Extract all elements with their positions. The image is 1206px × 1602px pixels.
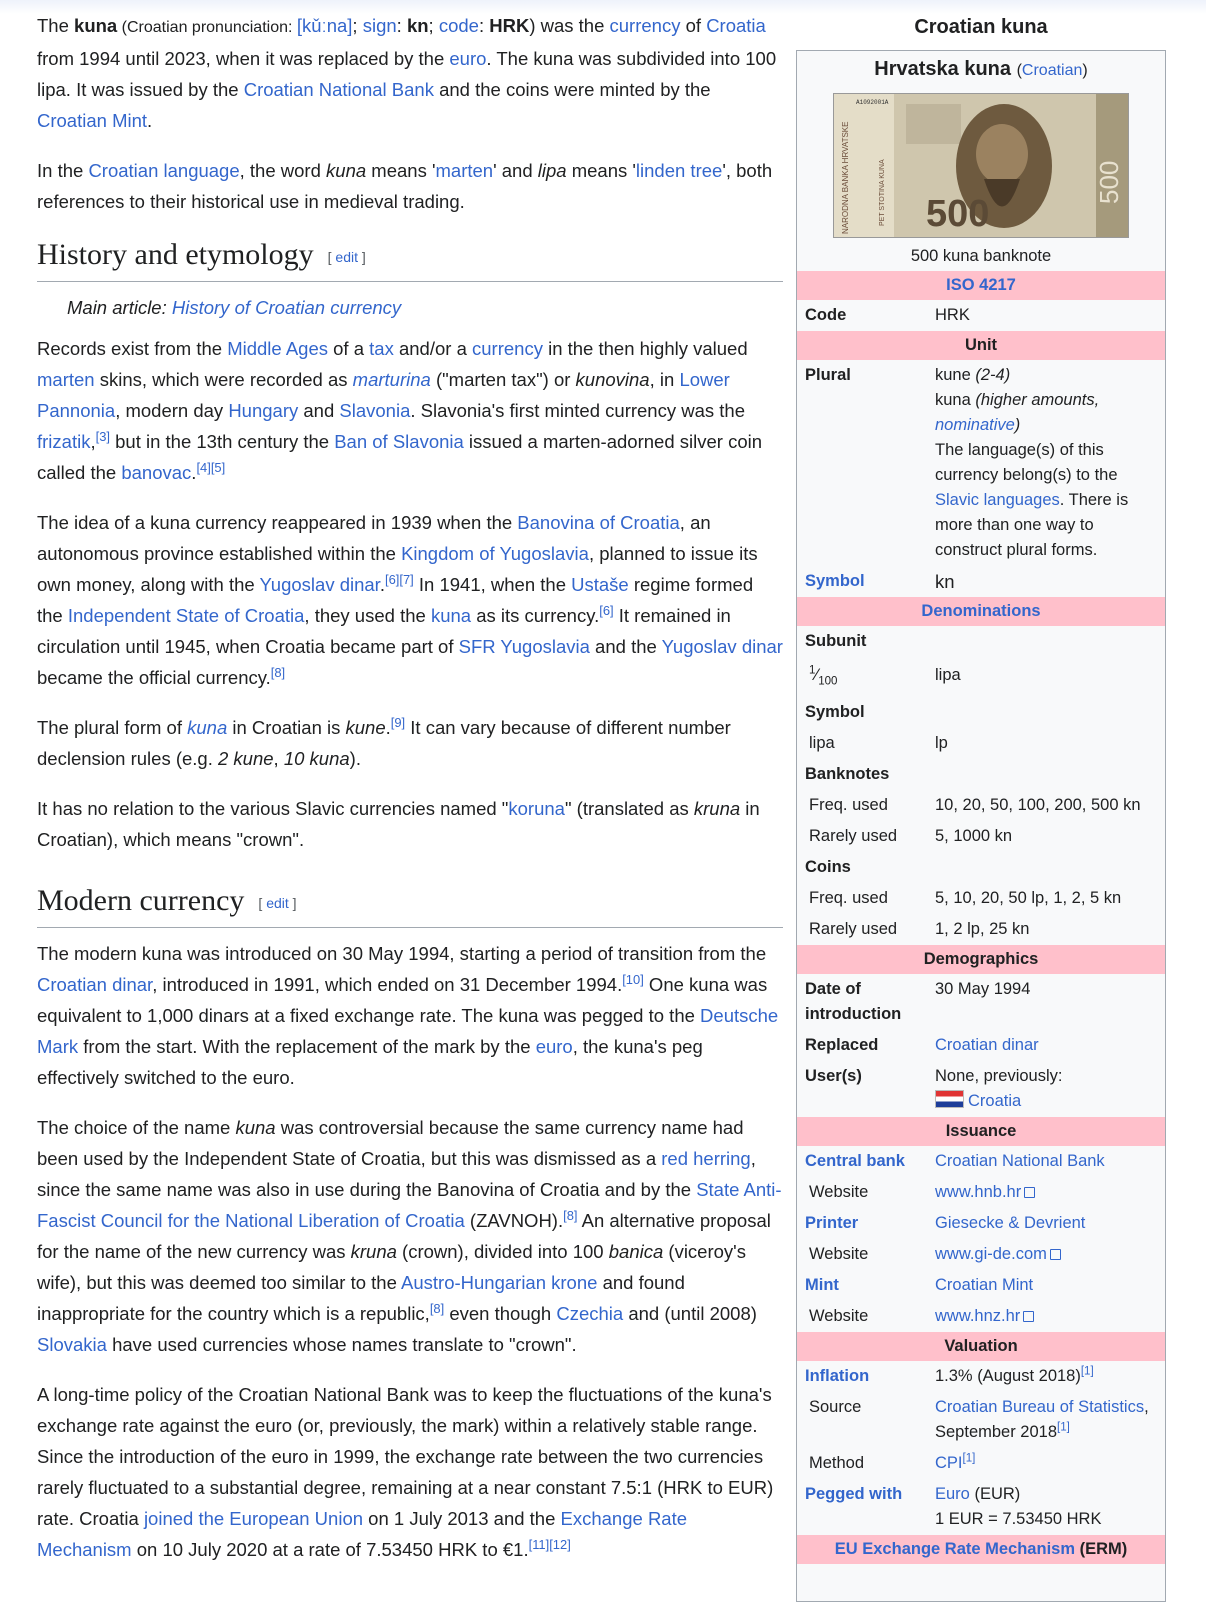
row-symbol: Symbol kn [805,571,955,592]
citation-10[interactable]: [10] [622,972,644,988]
link-kingdom-of-yugoslavia[interactable]: Kingdom of Yugoslavia [401,543,589,565]
note-serial: A1092001A [856,99,889,106]
edit-section-history: [ edit ] [327,249,366,266]
link-gide-website[interactable]: www.gi-de.com [935,1245,1047,1264]
citation-6[interactable]: [6] [599,602,614,618]
infobox [796,50,1166,1602]
modern-paragraph-3: A long-time policy of the Croatian National Bank was to keep the fluctuations of the kuna's exchange rate against the euro (or, previously, the mark) within a relatively stable range. Since the introduction of the euro in 1999, the exchange rate between the two currencies rarely fluctuated to a substantial degree, remaining at a near constant 7.5:1 (HRK to EUR) rate. Croatia joined the European Union on 1 July 2013 and the Exchange Rate Mechanism on 10 July 2020 at a rate of 7.53450 HRK to €1.[11][12] [37,1384,774,1561]
link-history-of-croatian-currency[interactable]: History of Croatian currency [171,297,402,319]
link-giesecke-devrient[interactable]: Giesecke & Devrient [935,1214,1086,1233]
link-erm[interactable]: EU Exchange Rate Mechanism [834,1540,1075,1559]
row-symbol2-label: Symbol [805,703,865,722]
link-kuna-wiktionary[interactable]: kuna [187,717,228,739]
link-croatian-mint-ib[interactable]: Croatian Mint [935,1276,1034,1295]
section-valuation: Valuation [797,1332,1165,1361]
link-pronunciation[interactable]: [kǔːna] [296,15,353,36]
croatia-flag-icon [935,1090,964,1108]
link-central-bank[interactable]: Central bank [805,1152,905,1171]
citation-1a[interactable]: [1] [1080,1365,1094,1378]
row-subunit-label: Subunit [805,632,867,650]
banknote-drawing [834,94,1128,237]
link-croatian-bureau[interactable]: Croatian Bureau of Statistics [935,1398,1145,1417]
edit-link-modern[interactable]: edit [266,895,289,912]
link-tax[interactable]: tax [369,338,394,360]
link-slavic-languages[interactable]: Slavic languages [935,491,1060,509]
citation-8[interactable]: [8] [270,664,286,680]
article-body [37,10,783,1584]
link-croatian-language[interactable]: Croatian language [88,160,240,181]
external-link-icon [1024,1187,1035,1198]
citation-6-7[interactable]: [6][7] [384,571,414,587]
banknote-caption: 500 kuna banknote [910,247,1052,265]
row-lipa-symbol: lipa lp [809,734,948,753]
hatnote-main-article: Main article: History of Croatian currency [67,297,402,319]
modern-paragraph-2: The choice of the name kuna was controversial because the same currency name had been used by the Independent State of Croatia, but this was dismissed as a red herring, since the same name was also in use during the Banovina of Croatia and by the State Anti-Fascist Council for the National Liberation of Croatia (ZAVNOH).[8] An alternative proposal for the name of the new currency was kruna (crown), divided into 100 banica (viceroy's wife), but this was deemed too similar to the Austro-Hungarian krone and found inappropriate for the country which is a republic,[8] even though Czechia and (until 2008) Slovakia have used currencies whose names translate to "crown". [37,1117,782,1356]
link-mint[interactable]: Mint [805,1276,839,1295]
external-link-icon [1050,1249,1061,1260]
link-symbol[interactable]: Symbol [805,572,865,590]
note-words: PET STOTINA KUNA [879,159,886,226]
link-euro-ib[interactable]: Euro [935,1485,970,1504]
lead-paragraph-1: The kuna (Croatian pronunciation: [kǔːna]; sign: kn; code: HRK) was the currency of Croatia from 1994 until 2023, when it was replaced by the euro. The kuna was subdivided into 100 lipa. It was issued by the Croatian National Bank and the coins were minted by the Croatian Mint. [37,15,777,131]
link-currency[interactable]: currency [609,15,681,36]
link-austro-hungarian-krone[interactable]: Austro-Hungarian krone [401,1272,598,1294]
link-exchange-rate-mechanism[interactable]: Exchange Rate Mechanism [37,1508,688,1561]
link-deutsche-mark[interactable]: Deutsche Mark [37,1005,779,1058]
link-banovina-of-croatia[interactable]: Banovina of Croatia [517,512,680,534]
lead-paragraph-2: In the Croatian language, the word kuna means 'marten' and lipa means 'linden tree', both references to their historical use in medieval trading. [37,160,773,212]
row-code: Code HRK [805,306,970,324]
row-notes-rare: Rarely used 5, 1000 kn [809,827,1013,846]
citation-1b[interactable]: [1] [1057,1421,1070,1434]
row-introduction: Date of introduction 30 May 1994 [805,980,1031,1024]
link-czechia[interactable]: Czechia [556,1303,624,1325]
link-sign[interactable]: sign [362,15,397,36]
link-cnb-ib[interactable]: Croatian National Bank [935,1152,1105,1171]
section-unit: Unit [797,331,1165,360]
banknote-image[interactable] [833,93,1129,238]
section-iso [797,271,1165,300]
row-method: Method CPI[1] [809,1452,976,1473]
link-yugoslav-dinar[interactable]: Yugoslav dinar [259,574,380,596]
citation-3[interactable]: [3] [95,428,110,444]
link-cpi[interactable]: CPI [935,1454,963,1473]
row-plural: Plural kune (2-4) kuna (higher amounts, nominative) The language(s) of this currency belong(s) to the Slavic languages. There is more than one way to construct plural forms. [805,366,1129,559]
infobox-native-name: Hrvatska kuna (Croatian) [874,58,1088,80]
link-croatian-dinar[interactable]: Croatian dinar [37,974,153,996]
row-inflation: Inflation 1.3% (August 2018)[1] [805,1365,1094,1386]
link-marten[interactable]: marten [435,160,494,181]
citation-9[interactable]: [9] [390,714,406,730]
link-currency-2[interactable]: currency [472,338,543,360]
external-link-icon [1023,1311,1034,1322]
link-sfr-yugoslavia[interactable]: SFR Yugoslavia [458,636,590,658]
citation-1c[interactable]: [1] [962,1452,976,1465]
link-marturina[interactable]: marturina [352,369,431,391]
row-printer [797,1208,1165,1239]
link-croatia-ib[interactable]: Croatia [968,1092,1022,1111]
section-denominations [797,597,1165,626]
link-slavonia[interactable]: Slavonia [339,400,411,422]
link-hnb-website[interactable]: www.hnb.hr [935,1183,1022,1202]
link-slovakia[interactable]: Slovakia [37,1334,107,1356]
row-subunit: $^1⁄_{100}$ lipa [809,664,961,688]
link-croatian-mint[interactable]: Croatian Mint [37,110,148,131]
citation-8c[interactable]: [8] [429,1301,445,1317]
edit-link-history[interactable]: edit [335,249,358,266]
row-banknotes-label: Banknotes [805,765,890,784]
note-bank-name: NARODNA BANKA HRVATSKE [841,121,850,234]
section-demographics: Demographics [797,945,1165,974]
infobox-title: Croatian kuna [914,16,1048,38]
link-croatia[interactable]: Croatia [706,15,766,36]
row-coins-rare: Rarely used 1, 2 lp, 25 kn [809,920,1030,939]
row-notes-freq: Freq. used 10, 20, 50, 100, 200, 500 kn [809,796,1141,815]
row-users: User(s) None, previously: Croatia [805,1067,1063,1111]
section-erm: EU Exchange Rate Mechanism (ERM) [797,1535,1165,1564]
note-value: 500 [926,193,990,235]
link-code[interactable]: code [438,15,479,36]
link-hungary[interactable]: Hungary [228,400,299,422]
history-paragraph-3: The plural form of kuna in Croatian is kune.[9] It can vary because of different number declension rules (e.g. 2 kune, 10 kuna). [37,714,731,770]
link-printer[interactable]: Printer [805,1214,859,1233]
link-ban-of-slavonia[interactable]: Ban of Slavonia [334,431,464,453]
row-central-bank [797,1146,1165,1177]
modern-paragraph-1: The modern kuna was introduced on 30 May 1994, starting a period of transition from the Croatian dinar, introduced in 1991, which ended on 31 December 1994.[10] One kuna was equivalent to 1,000 dinars at a fixed exchange rate. The kuna was pegged to the Deutsche Mark from the start. With the replacement of the mark by the euro, the kuna's peg effectively switched to the euro. [37,943,779,1089]
link-marten-2[interactable]: marten [37,369,95,391]
history-paragraph-2: The idea of a kuna currency reappeared in 1939 when the Banovina of Croatia, an autonomous province established within the Kingdom of Yugoslavia, planned to issue its own money, along with the Yugoslav dinar.[6][7] In 1941, when the Ustaše regime formed the Independent State of Croatia, they used the kuna as its currency.[6] It remained in circulation until 1945, when Croatia became part of SFR Yugoslavia and the Yugoslav dinar became the official currency.[8] [37,512,783,689]
link-red-herring[interactable]: red herring [661,1148,751,1170]
link-middle-ages[interactable]: Middle Ages [227,338,328,360]
link-lower-pannonia[interactable]: Lower Pannonia [37,369,730,422]
link-frizatik[interactable]: frizatik [37,431,91,453]
link-pegged-with[interactable]: Pegged with [805,1485,903,1504]
infobox-table [797,271,1165,1564]
term-kuna: kuna [74,15,118,36]
section-issuance: Issuance [797,1117,1165,1146]
link-hnz-website[interactable]: www.hnz.hr [935,1307,1021,1326]
note-value-vertical: 500 [1094,160,1124,204]
link-croatian-national-bank[interactable]: Croatian National Bank [243,79,434,100]
link-ustase[interactable]: Ustaše [571,574,629,596]
history-paragraph-4: It has no relation to the various Slavic currencies named "koruna" (translated as kruna in Croatian), which means "crown". [37,798,760,851]
link-zavnoh[interactable]: State Anti-Fascist Council for the National Liberation of Croatia [37,1179,782,1232]
heading-modern: Modern currency [ edit ] [37,883,783,928]
link-banovac[interactable]: banovac [121,462,192,484]
link-inflation[interactable]: Inflation [805,1367,870,1386]
link-croatian-lang[interactable]: Croatian [1021,62,1083,79]
link-linden-tree[interactable]: linden tree [635,160,723,181]
link-euro[interactable]: euro [449,48,487,69]
row-pegged: Pegged with Euro (EUR) 1 EUR = 7.53450 HRK [805,1485,1102,1529]
row-coins-freq: Freq. used 5, 10, 20, 50 lp, 1, 2, 5 kn [809,889,1122,908]
citation-4-5[interactable]: [4][5] [196,459,226,475]
row-source: Source Croatian Bureau of Statistics, September 2018[1] [809,1398,1149,1442]
row-replaced: Replaced Croatian dinar [805,1036,1039,1055]
link-nominative[interactable]: nominative [935,416,1015,434]
row-printer-website: Website www.gi-de.com [797,1239,1165,1270]
link-koruna[interactable]: koruna [508,798,565,820]
history-paragraph-1: Records exist from the Middle Ages of a tax and/or a currency in the then highly valued marten skins, which were recorded as marturina ("marten tax") or kunovina, in Lower Pannonia, modern day Hungary and Slavonia. Slavonia's first minted currency was the frizatik,[3] but in the 13th century the Ban of Slavonia issued a marten-adorned silver coin called the banovac.[4][5] [37,338,763,484]
row-mint-website: Website www.hnz.hr [797,1301,1165,1332]
row-coins-label: Coins [805,858,851,877]
link-independent-state-of-croatia[interactable]: Independent State of Croatia [67,605,305,627]
link-euro-2[interactable]: euro [535,1036,573,1058]
link-croatian-dinar-ib[interactable]: Croatian dinar [935,1036,1039,1055]
row-mint [797,1270,1165,1301]
link-iso-4217[interactable]: ISO 4217 [946,276,1016,294]
link-joined-eu[interactable]: joined the European Union [143,1508,364,1530]
link-kuna[interactable]: kuna [430,605,472,627]
heading-history: History and etymology [ edit ] [37,237,783,282]
edit-section-modern: [ edit ] [258,895,297,912]
citation-8b[interactable]: [8] [563,1208,578,1224]
row-cb-website: Website www.hnb.hr [797,1177,1165,1208]
link-denominations[interactable]: Denominations [921,602,1041,620]
link-yugoslav-dinar-2[interactable]: Yugoslav dinar [661,636,783,658]
citation-11-12[interactable]: [11][12] [528,1537,571,1553]
